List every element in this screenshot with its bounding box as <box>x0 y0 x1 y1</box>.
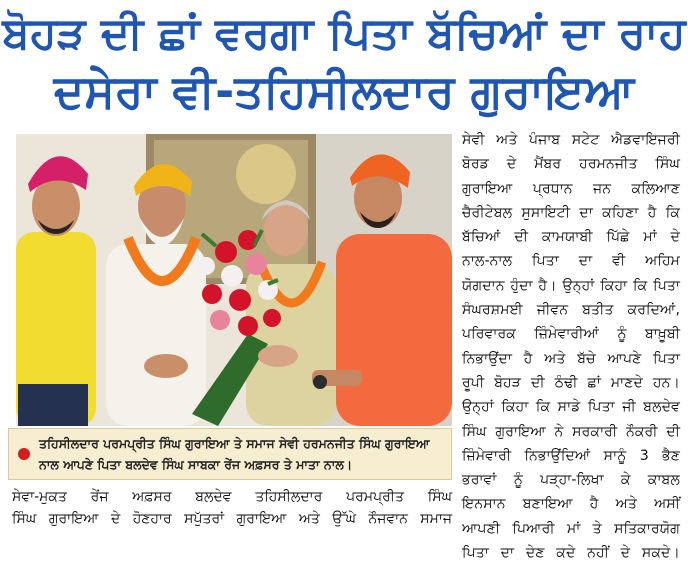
right-text-line: ਨਾਲ-ਨਾਲ ਪਿਤਾ ਦਾ ਵੀ ਅਹਿਮ <box>462 253 680 270</box>
caption-text <box>39 433 447 475</box>
right-text-line: ਰੂਪੀ ਬੋਹੜ ਦੀ ਠੰਢੀ ਛਾਂ ਮਾਣਦੇ ਹਨ। <box>462 374 680 391</box>
caption-line-1: ਤਹਿਸੀਲਦਾਰ ਪਰਮਪ੍ਰੀਤ ਸਿੰਘ ਗੁਰਾਇਆ ਤੇ ਸਮਾਜ ਸੇਵੀ ਹਰਮਨਜੀਤ ਸਿੰਘ ਗੁਰਾਇਆ <box>39 436 430 451</box>
right-text-line: ਬੋਰਡ ਦੇ ਮੈਂਬਰ ਹਰਮਨਜੀਤ ਸਿੰਘ <box>462 156 680 173</box>
right-text-line: ਪਰਿਵਾਰਕ ਜ਼ਿੰਮੇਵਾਰੀਆਂ ਨੂੰ ਬਾਖ਼ੂਬੀ <box>462 326 680 343</box>
right-text-line: ਸੰਘਰਸ਼ਮਈ ਜੀਵਨ ਬਤੀਤ ਕਰਦਿਆਂ, <box>462 302 680 319</box>
photo-caption <box>8 428 452 480</box>
bottom-text-line-1: ਸੇਵਾ-ਮੁਕਤ ਰੇਂਜ ਅਫ਼ਸਰ ਬਲਦੇਵ ਤਹਿਸੀਲਦਾਰ ਪਰਮਪ੍ਰੀਤ ਸਿੰਘ <box>12 489 452 505</box>
article-column-right <box>462 128 680 565</box>
right-text-line: ਸੇਵੀ ਅਤੇ ਪੰਜਾਬ ਸਟੇਟ ਐਡਵਾਇਜਰੀ <box>462 132 680 148</box>
right-text-line: ਪਿਤਾ ਦਾ ਦੇਣ ਕਦੇ ਨਹੀਂ ਦੇ ਸਕਦੇ। <box>462 545 680 562</box>
right-text-line: ਉਨ੍ਹਾਂ ਕਿਹਾ ਕਿ ਸਾਡੇ ਪਿਤਾ ਜੀ ਬਲਦੇਵ <box>462 399 680 416</box>
right-text-line: ਬੱਚਿਆਂ ਦੀ ਕਾਮਯਾਬੀ ਪਿੱਛੇ ਮਾਂ ਦੇ <box>462 229 680 246</box>
right-text-line: ਯੋਗਦਾਨ ਹੁੰਦਾ ਹੈ। ਉਨ੍ਹਾਂ ਕਿਹਾ ਕਿ ਪਿਤਾ <box>462 277 680 294</box>
bottom-text-line-2: ਸਿੰਘ ਗੁਰਾਇਆ ਦੇ ਹੋਣਹਾਰ ਸਪੁੱਤਰਾਂ ਗੁਰਾਇਆ ਅਤੇ ਉੱਘੇ ਨੌਜਵਾਨ ਸਮਾਜ <box>12 511 452 527</box>
headline <box>0 0 688 122</box>
headline-line-1: ਬੋਹੜ ਦੀ ਛਾਂ ਵਰਗਾ ਪਿਤਾ ਬੱਚਿਆਂ ਦਾ ਰਾਹ <box>2 8 686 59</box>
right-text-line: ਭਰਾਵਾਂ ਨੂੰ ਪੜ੍ਹਾ-ਲਿਖਾ ਕੇ ਕਾਬਲ <box>462 472 680 489</box>
caption-bullet-icon <box>18 448 30 460</box>
right-text-line: ਆਪਣੀ ਪਿਆਰੀ ਮਾਂ ਤੇ ਸਤਿਕਾਰਯੋਗ <box>462 520 680 537</box>
caption-line-2: ਨਾਲ ਆਪਣੇ ਪਿਤਾ ਬਲਦੇਵ ਸਿੰਘ ਸਾਬਕਾ ਰੇਂਜ ਅਫ਼ਸਰ ਤੇ ਮਾਤਾ ਨਾਲ। <box>39 457 353 472</box>
right-text-line: ਜ਼ਿੰਮੇਵਾਰੀ ਨਿਭਾਉਂਦਿਆਂ ਸਾਨੂੰ 3 ਭੈਣ <box>462 447 680 464</box>
right-text-line: ਇਨਸਾਨ ਬਣਾਇਆ ਹੈ ਅਤੇ ਅਸੀਂ <box>462 496 680 513</box>
right-text-line: ਚੈਰੀਟੇਬਲ ਸੁਸਾਇਟੀ ਦਾ ਕਹਿਣਾ ਹੈ ਕਿ <box>462 204 680 221</box>
hands <box>144 354 188 378</box>
headline-line-2: ਦਸੇਰਾ ਵੀ-ਤਹਿਸੀਲਦਾਰ ਗੁਰਾਇਆ <box>53 64 635 118</box>
news-photo <box>16 134 452 426</box>
article-column-bottom <box>12 486 452 530</box>
right-text-line: ਨਿਭਾਉਂਦਾ ਹੈ ਅਤੇ ਬੱਚੇ ਆਪਣੇ ਪਿਤਾ <box>462 350 680 367</box>
right-text-line: ਸਿੰਘ ਗੁਰਾਇਆ ਨੇ ਸਰਕਾਰੀ ਨੌਕਰੀ ਦੀ <box>462 423 680 440</box>
right-text-line: ਗੁਰਾਇਆ ਪ੍ਰਧਾਨ ਜਨ ਕਲਿਆਣ <box>462 180 680 197</box>
